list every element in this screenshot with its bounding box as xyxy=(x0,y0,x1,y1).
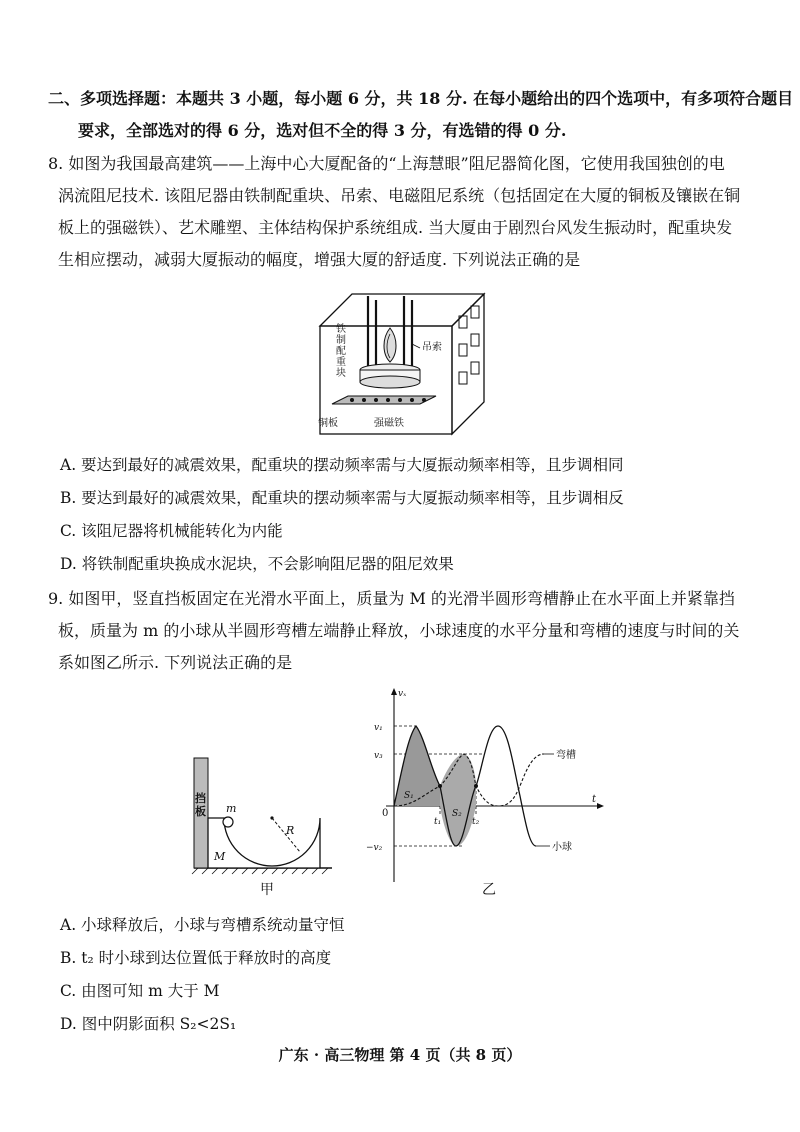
caption-jia: 甲 xyxy=(260,882,274,898)
neg-v2-label: −v₂ xyxy=(366,843,383,853)
label-m: m xyxy=(226,802,237,815)
label-S1: S₁ xyxy=(404,791,414,801)
label-R: R xyxy=(286,824,295,837)
axis-v-label: vₓ xyxy=(398,689,407,699)
label-weight: 铁制配重块 xyxy=(336,324,346,379)
v3-label: v₃ xyxy=(374,751,383,761)
v1-label: v₁ xyxy=(374,723,383,733)
shade-S2 xyxy=(440,754,476,846)
label-t1: t₁ xyxy=(434,817,442,827)
label-magnet: 强磁铁 xyxy=(374,418,404,429)
q8-option-a: A. 要达到最好的减震效果，配重块的摆动频率需与大厦振动频率相等，且步调相同 xyxy=(60,456,624,474)
q9-line-3: 系如图乙所示. 下列说法正确的是 xyxy=(58,653,293,672)
page-footer: 广东 · 高三物理 第 4 页（共 8 页） xyxy=(278,1046,522,1064)
q9-option-b: B. t₂ 时小球到达位置低于释放时的高度 xyxy=(60,949,332,967)
label-t2: t₂ xyxy=(472,817,480,827)
figure-yi xyxy=(364,686,614,900)
shade-S1 xyxy=(394,726,440,806)
q8-option-b: B. 要达到最好的减震效果，配重块的摆动频率需与大厦振动频率相等，且步调相反 xyxy=(60,489,624,507)
caption-yi: 乙 xyxy=(482,882,496,898)
q9-option-d: D. 图中阴影面积 S₂<2S₁ xyxy=(60,1015,237,1033)
q8-line-1: 8. 如图为我国最高建筑——上海中心大厦配备的“上海慧眼”阻尼器简化图，它使用我国独创的电 xyxy=(48,154,725,173)
section-line-1: 二、多项选择题：本题共 3 小题，每小题 6 分，共 18 分. 在每小题给出的四个选项中，有多项符合题目 xyxy=(48,89,794,108)
axis-t-label: t xyxy=(592,794,597,805)
q9-option-a: A. 小球释放后，小球与弯槽系统动量守恒 xyxy=(60,916,345,934)
q8-option-c: C. 该阻尼器将机械能转化为内能 xyxy=(60,522,283,540)
label-cable: 吊索 xyxy=(422,342,442,353)
label-board: 挡板 xyxy=(195,792,206,818)
figure-jia xyxy=(188,750,338,900)
q8-option-d: D. 将铁制配重块换成水泥块，不会影响阻尼器的阻尼效果 xyxy=(60,555,454,573)
label-M: M xyxy=(214,850,226,863)
label-copper: 铜板 xyxy=(318,418,338,429)
q8-line-4: 生相应摆动，减弱大厦振动的幅度，增强大厦的舒适度. 下列说法正确的是 xyxy=(58,250,581,269)
q8-line-2: 涡流阻尼技术. 该阻尼器由铁制配重块、吊索、电磁阻尼系统（包括固定在大厦的铜板及镶嵌在铜 xyxy=(58,186,741,205)
q9-line-1: 9. 如图甲，竖直挡板固定在光滑水平面上，质量为 M 的光滑半圆形弯槽静止在水平面上并紧靠挡 xyxy=(48,589,735,608)
q9-line-2: 板，质量为 m 的小球从半圆形弯槽左端静止释放，小球速度的水平分量和弯槽的速度与时间的关 xyxy=(58,621,740,640)
q9-option-c: C. 由图可知 m 大于 M xyxy=(60,982,220,1000)
origin-label: 0 xyxy=(382,808,389,819)
label-groove: 弯槽 xyxy=(556,750,576,761)
damper-figure xyxy=(312,286,492,436)
label-ball: 小球 xyxy=(552,842,572,853)
section-line-2: 要求，全部选对的得 6 分，选对但不全的得 3 分，有选错的得 0 分. xyxy=(78,121,567,140)
q8-line-3: 板上的强磁铁）、艺术雕塑、主体结构保护系统组成. 当大厦由于剧烈台风发生振动时，配重块发 xyxy=(58,218,733,237)
label-S2: S₂ xyxy=(452,809,462,819)
